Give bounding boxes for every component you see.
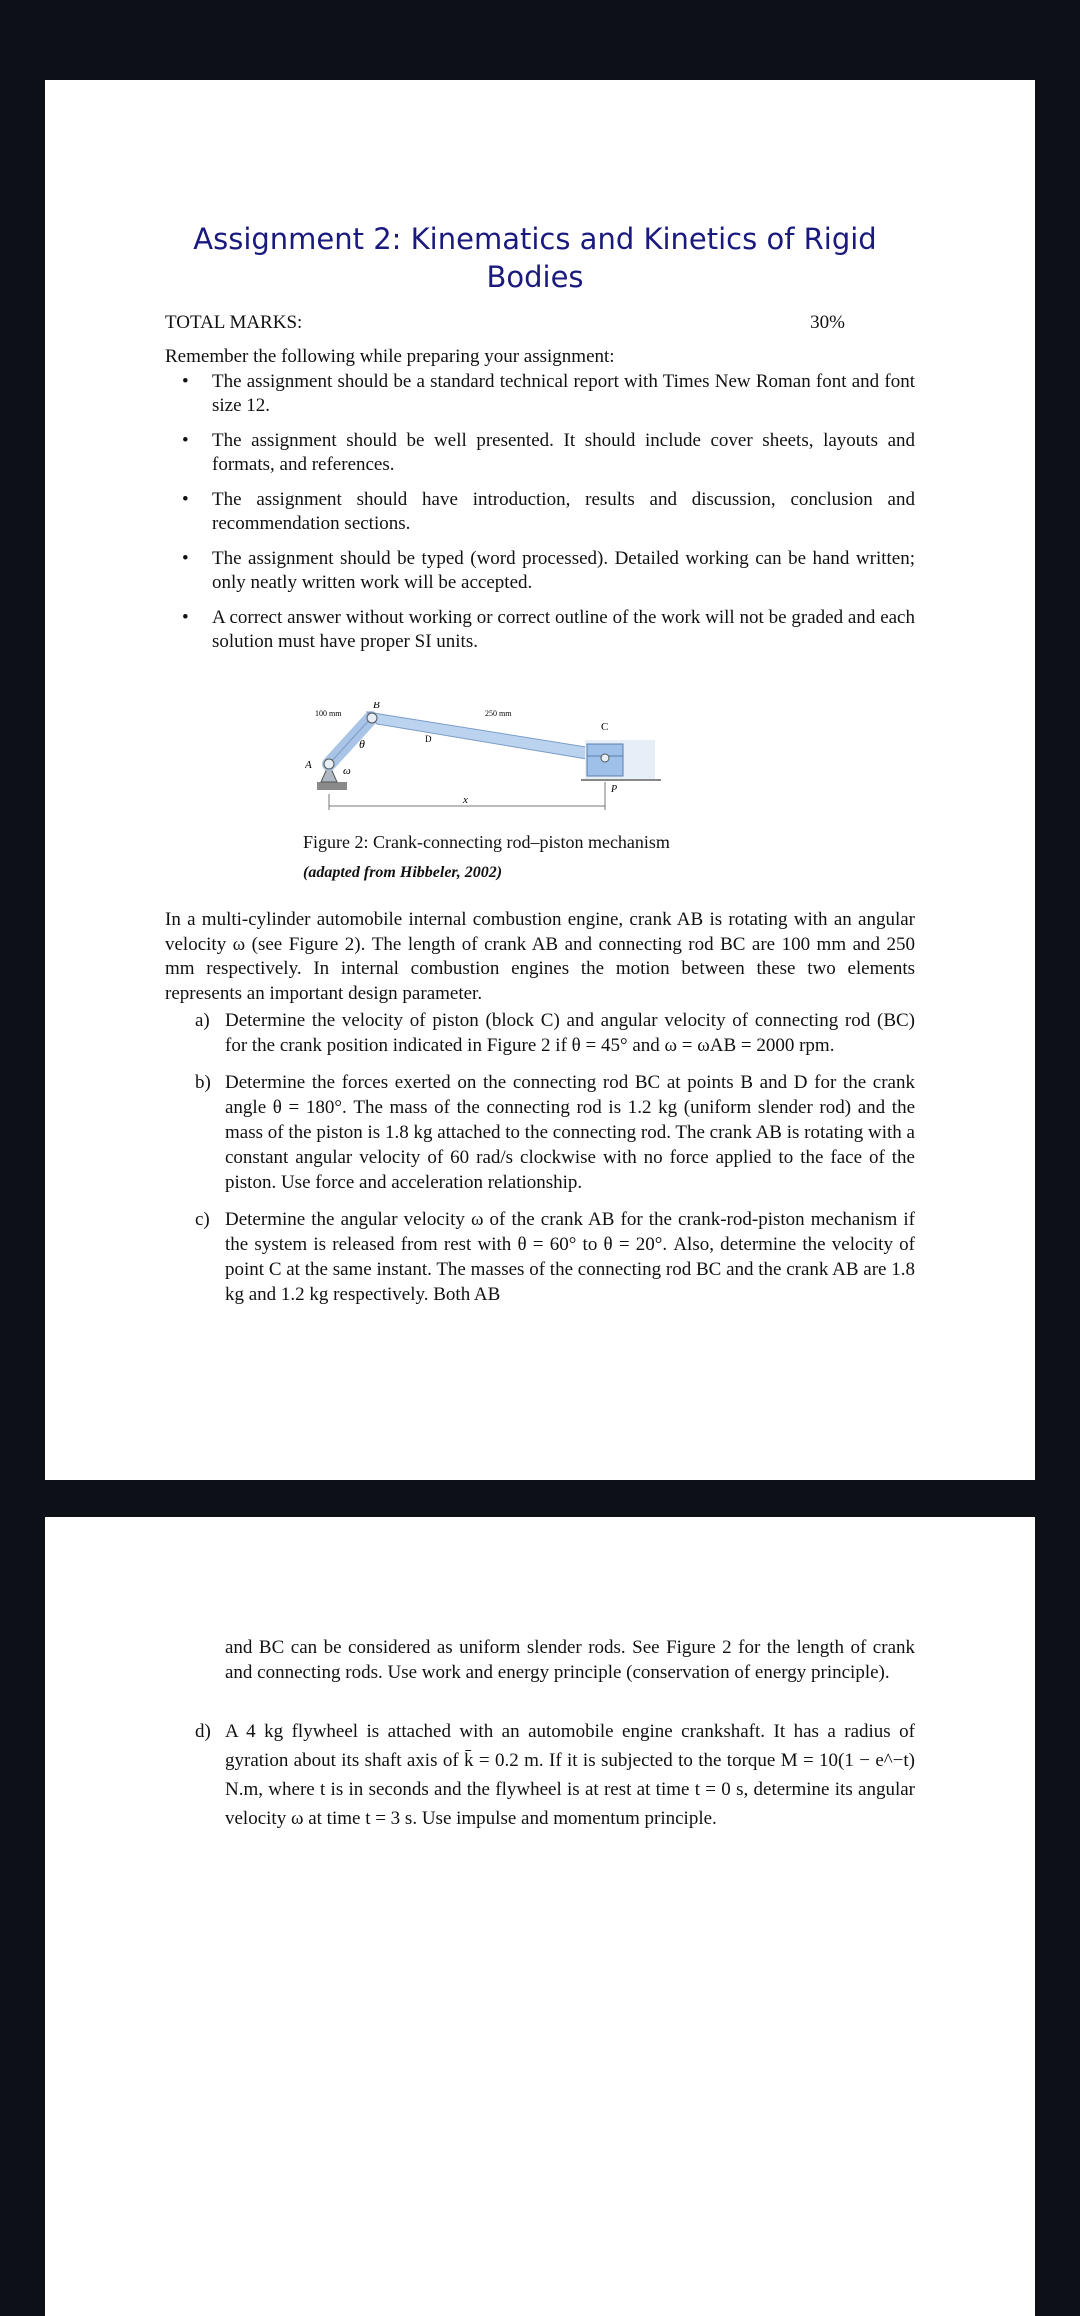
label-a: A — [305, 759, 312, 771]
instructions-list — [165, 370, 915, 665]
document-page-2 — [45, 1517, 1035, 2316]
question-a-text: Determine the velocity of piston (block C) and angular velocity of connecting rod (BC) for the crank position indicated in Figure 2 if θ = 45° and ω = ωAB = 2000 rpm. — [225, 1010, 915, 1056]
question-b-label: b) — [195, 1072, 211, 1093]
instruction-item: • The assignment should have introduction, results and discussion, conclusion and recommendation sections. — [212, 488, 915, 536]
pin-a — [324, 759, 334, 769]
questions-list-continued — [195, 1717, 915, 1833]
question-c-continued: and BC can be considered as uniform slender rods. See Figure 2 for the length of crank and connecting rods. Use work and energy principle (conservation of energy principle). — [225, 1637, 915, 1683]
question-c-label: c) — [195, 1209, 210, 1230]
label-c: C — [601, 721, 609, 733]
question-c-text: Determine the angular velocity ω of the crank AB for the crank-rod-piston mechanism if the system is released from rest with θ = 60° to θ = 20°. Also, determine the velocity of point C at the same instant. The masses of the connecting rod BC and the crank AB are 1.8 kg and 1.2 kg respectively. Both AB — [225, 1209, 915, 1305]
pin-c — [601, 754, 609, 762]
question-a — [195, 1008, 915, 1058]
question-b-text: Determine the forces exerted on the connecting rod BC at points B and D for the crank angle θ = 180°. The mass of the connecting rod is 1.2 kg (uniform slender rod) and the mass of the piston is 1.8 kg attached to the connecting rod. The crank AB is rotating with a constant angular velocity of 60 rad/s clockwise with no force applied to the face of the piston. Use force and acceleration relationship. — [225, 1072, 915, 1193]
total-marks-row — [165, 312, 845, 334]
figure-source: (adapted from Hibbeler, 2002) — [303, 864, 503, 881]
label-p: P — [611, 784, 618, 795]
instruction-item: • A correct answer without working or correct outline of the work will not be graded and each solution must have proper SI units. — [212, 606, 915, 654]
ground-support — [317, 782, 347, 790]
instruction-item: • The assignment should be well presented. It should include cover sheets, layouts and formats, and references. — [212, 429, 915, 477]
document-page-1 — [45, 80, 1035, 1480]
question-c — [195, 1207, 915, 1307]
total-marks-label: TOTAL MARKS: — [165, 312, 303, 333]
connecting-rod-bc — [367, 712, 605, 762]
assignment-title: Assignment 2: Kinematics and Kinetics of Rigid Bodies — [193, 222, 877, 294]
instruction-item: • The assignment should be typed (word processed). Detailed working can be hand written; only neatly written work will be accepted. — [212, 547, 915, 595]
question-b — [195, 1070, 915, 1195]
label-omega: ω — [343, 765, 351, 777]
pin-b — [367, 713, 377, 723]
problem-paragraph: In a multi-cylinder automobile internal combustion engine, crank AB is rotating with an angular velocity ω (see Figure 2). The length of crank AB and connecting rod BC are 100 mm and 250 mm respectively. In internal combustion engines the motion between these two elements represents an important design parameter. — [165, 909, 915, 1004]
question-d-label: d) — [195, 1721, 211, 1742]
question-d — [195, 1717, 915, 1833]
instructions-intro: Remember the following while preparing your assignment: — [165, 346, 615, 367]
label-b: B — [373, 702, 380, 711]
questions-list — [195, 1008, 915, 1319]
question-a-label: a) — [195, 1010, 210, 1031]
label-theta: θ — [359, 737, 365, 751]
label-bc-length: 250 mm — [485, 709, 512, 718]
instruction-item: • The assignment should be a standard technical report with Times New Roman font and font size 12. — [212, 370, 915, 418]
label-x: x — [463, 794, 468, 806]
label-d: D — [425, 734, 432, 744]
total-marks-value: 30% — [810, 312, 845, 333]
figure-caption: Figure 2: Crank-connecting rod–piston mechanism — [303, 832, 670, 852]
question-d-text: A 4 kg flywheel is attached with an automobile engine crankshaft. It has a radius of gyration about its shaft axis of k̄ = 0.2 m. If it is subjected to the torque M = 10(1 − e^−t) N.m, where t is in seconds and the flywheel is at rest at time t = 0 s, determine its angular velocity ω at time t = 3 s. Use impulse and momentum principle. — [225, 1721, 915, 1829]
label-ab-length: 100 mm — [315, 709, 342, 718]
